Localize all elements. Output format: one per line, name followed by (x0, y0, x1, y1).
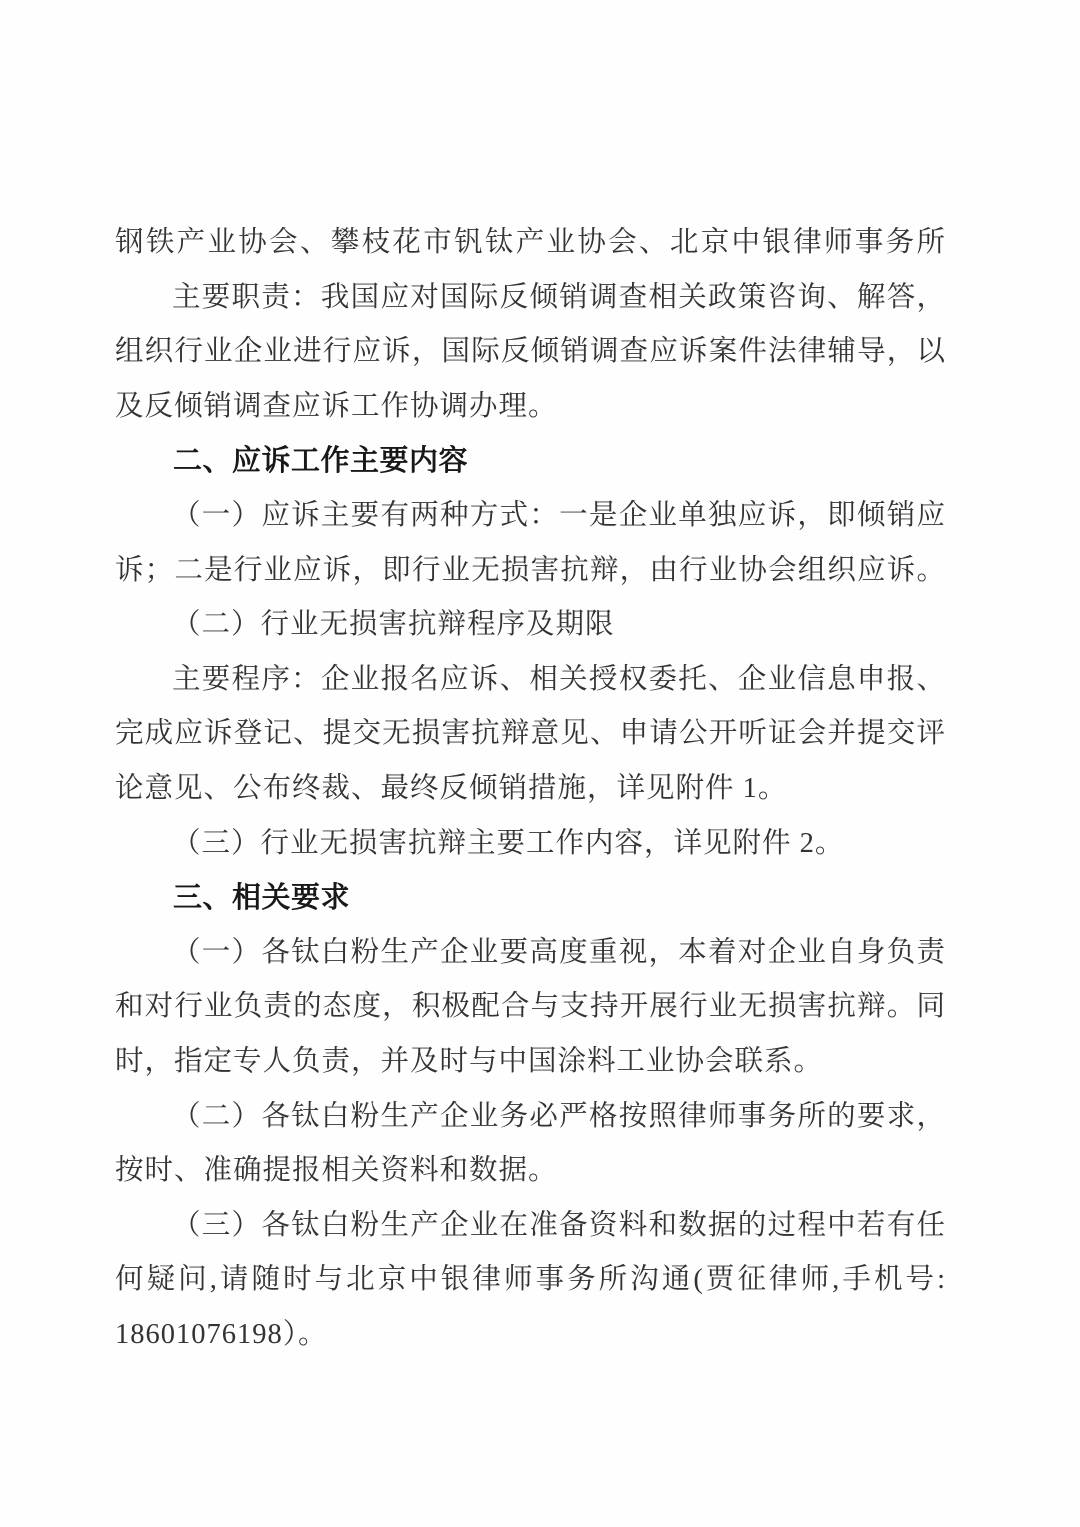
text-line: 论意见、公布终裁、最终反倾销措施，详见附件 1。 (115, 772, 788, 804)
section-heading: 二、应诉工作主要内容 (173, 445, 469, 478)
text-line: 按时、准确提报相关资料和数据。 (115, 1155, 558, 1187)
text-line: （三）各钛白粉生产企业在准备资料和数据的过程中若有任 (172, 1209, 945, 1241)
text-line: （一）应诉主要有两种方式：一是企业单独应诉，即倾销应 (172, 499, 945, 531)
document-body (115, 216, 945, 1362)
text-line: 及反倾销调查应诉工作协调办理。 (115, 390, 558, 422)
text-line: 诉；二是行业应诉，即行业无损害抗辩，由行业协会组织应诉。 (115, 554, 945, 586)
text-line: 完成应诉登记、提交无损害抗辩意见、申请公开听证会并提交评 (115, 718, 945, 750)
text-line: 何疑问,请随时与北京中银律师事务所沟通(贾征律师,手机号: (115, 1264, 945, 1296)
text-line: 和对行业负责的态度，积极配合与支持开展行业无损害抗辩。同 (115, 991, 945, 1023)
text-line: （二）各钛白粉生产企业务必严格按照律师事务所的要求， (172, 1100, 945, 1132)
text-line: （三）行业无损害抗辩主要工作内容，详见附件 2。 (172, 827, 845, 859)
text-line: 主要职责：我国应对国际反倾销调查相关政策咨询、解答， (172, 281, 945, 313)
text-line: （二）行业无损害抗辩程序及期限 (172, 609, 615, 641)
text-line: 时，指定专人负责，并及时与中国涂料工业协会联系。 (115, 1045, 824, 1077)
section-heading: 三、相关要求 (173, 882, 351, 915)
text-line: 钢铁产业协会、攀枝花市钒钛产业协会、北京中银律师事务所 (115, 227, 945, 258)
text-line: 组织行业企业进行应诉，国际反倾销调查应诉案件法律辅导，以 (115, 336, 945, 368)
text-line: 主要程序：企业报名应诉、相关授权委托、企业信息申报、 (172, 663, 945, 695)
text-line: 18601076198）。 (115, 1318, 328, 1350)
text-line: （一）各钛白粉生产企业要高度重视，本着对企业自身负责 (172, 936, 945, 968)
